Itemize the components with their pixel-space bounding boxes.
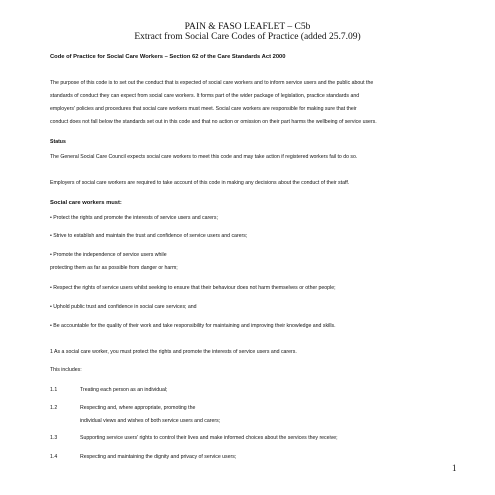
page-number: 1 (452, 463, 457, 473)
code-heading: Code of Practice for Social Care Workers – Section 62 of the Care Standards Act 2000 (50, 54, 286, 60)
item-text: Respecting and, where appropriate, promoting the (80, 405, 196, 411)
item-text: Respecting and maintaining the dignity and privacy of service users; (80, 454, 237, 460)
section-1-text: 1 As a social care worker, you must protect the rights and promote the interests of service users and carers. (50, 349, 297, 355)
intro-line: The purpose of this code is to set out the conduct that is expected of social care workers and to inform service users and the public about the (50, 80, 374, 86)
employers-text: Employers of social care workers are required to take account of this code in making any decisions about the conduct of their staff. (50, 180, 350, 186)
item-text: Supporting service users' rights to control their lives and make informed choices about the services they receive; (80, 435, 338, 441)
bullet-item: • Protect the rights and promote the interests of service users and carers; (50, 215, 218, 221)
must-heading: Social care workers must: (50, 200, 122, 206)
leaflet-subtitle: Extract from Social Care Codes of Practice (added 25.7.09) (134, 32, 361, 42)
status-heading: Status (50, 139, 66, 145)
item-number: 1.2 (50, 405, 58, 411)
bullet-item: • Promote the independence of service users while (50, 252, 167, 258)
item-text: Treating each person as an individual; (80, 387, 168, 393)
item-number: 1.1 (50, 387, 58, 393)
item-text-continuation: individual views and wishes of both service users and carers; (80, 418, 221, 424)
intro-line: conduct does not fall below the standards set out in this code and that no action or omission on their part harms the wellbeing of service users. (50, 119, 377, 125)
bullet-item: • Be accountable for the quality of their work and take responsibility for maintaining and improving their knowledge and skills. (50, 323, 336, 329)
leaflet-title: PAIN & FASO LEAFLET – C5b (184, 22, 311, 32)
bullet-item: • Respect the rights of service users whilst seeking to ensure that their behaviour does not harm themselves or other people; (50, 285, 336, 291)
item-number: 1.4 (50, 454, 58, 460)
bullet-item: • Strive to establish and maintain the trust and confidence of service users and carers; (50, 233, 248, 239)
status-text: The General Social Care Council expects social care workers to meet this code and may take action if registered workers fail to do so. (50, 154, 358, 160)
intro-line: employers' policies and procedures that social care workers must meet. Social care workers are responsible for making sure that their (50, 106, 357, 112)
bullet-item: • Uphold public trust and confidence in social care services; and (50, 304, 197, 310)
bullet-item-continuation: protecting them as far as possible from danger or harm; (50, 265, 178, 271)
item-number: 1.3 (50, 435, 58, 441)
includes-label: This includes: (50, 367, 82, 373)
intro-line: standards of conduct they can expect from social care workers. It forms part of the wider package of legislation, practice standards and (50, 93, 360, 99)
